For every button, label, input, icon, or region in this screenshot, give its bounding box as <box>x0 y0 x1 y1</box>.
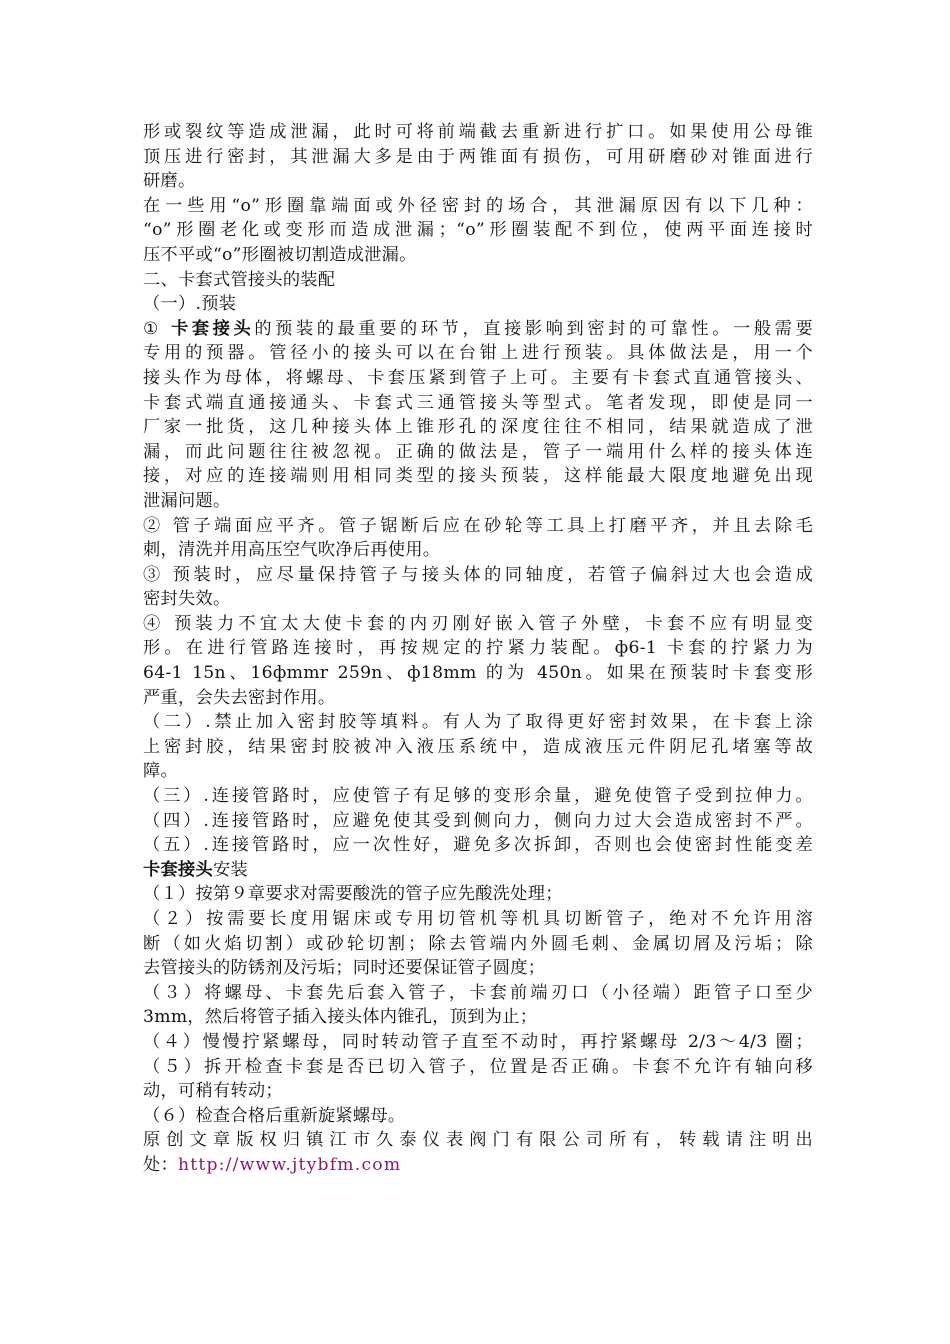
text-line <box>143 759 813 784</box>
line-text: （５）拆开检查卡套是否已切入管子，位置是否正确。卡套不允许有轴向移 <box>143 1056 813 1077</box>
text-line <box>143 809 813 834</box>
line-text: 原创文章版权归镇江市久泰仪表阀门有限公司所有，转载请注明出 <box>143 1130 813 1151</box>
text-line <box>143 686 813 711</box>
text-line <box>143 218 813 243</box>
text-line <box>143 1030 813 1055</box>
document-body <box>143 120 813 1178</box>
text-line <box>143 391 813 416</box>
line-text: 形。在进行管路连接时，再按规定的拧紧力装配。ф6-1 卡套的拧紧力为 <box>143 638 813 659</box>
line-text: （五）.连接管路时，应一次性好，避免多次拆卸，否则也会使密封性能变差 <box>143 835 813 856</box>
text-line <box>143 317 813 342</box>
text-line <box>143 440 813 465</box>
text-line <box>143 956 813 981</box>
line-text: （四）.连接管路时，应避免使其受到侧向力，侧向力过大会造成密封不严。 <box>143 810 813 831</box>
text-line <box>143 292 813 317</box>
line-text: 接，对应的连接端则用相同类型的接头预装，这样能最大限度地避免出现 <box>143 466 813 487</box>
text-line <box>143 169 813 194</box>
text-line <box>143 612 813 637</box>
line-text: 卡套式端直通接通头、卡套式三通管接头等型式。笔者发现，即使是同一 <box>143 392 813 413</box>
text-line <box>143 932 813 957</box>
line-text: 漏，而此问题往往被忽视。正确的做法是，管子一端用什么样的接头体连 <box>143 441 813 462</box>
text-line <box>143 907 813 932</box>
line-text: 顶压进行密封，其泄漏大多是由于两锥面有损伤，可用研磨砂对锥面进行 <box>143 146 813 167</box>
text-line <box>143 882 813 907</box>
line-text: 64-1 15n、16фmmr 259n、ф18mm 的为 450n。如果在预装时卡套变形 <box>143 663 813 684</box>
text-line <box>143 268 813 293</box>
line-text: 处： <box>143 1154 178 1175</box>
line-text: 压不平或“o”形圈被切割造成泄漏。 <box>143 244 417 265</box>
line-text: 厂家一批货，这几种接头体上锥形孔的深度往往不相同，结果就造成了泄 <box>143 417 813 438</box>
bold-keyword: 卡套接头 <box>143 859 213 880</box>
line-text: ③ 预装时，应尽量保持管子与接头体的同轴度，若管子偏斜过大也会造成 <box>143 564 813 585</box>
text-line <box>143 833 813 858</box>
text-line <box>143 514 813 539</box>
text-line <box>143 981 813 1006</box>
line-text: 安装 <box>212 859 248 880</box>
line-text: 严重，会失去密封作用。 <box>143 687 336 708</box>
bold-keyword: 卡套接头 <box>171 318 255 339</box>
source-link[interactable]: http://www.jtybfm.com <box>177 1154 402 1175</box>
line-text: （三）.连接管路时，应使管子有足够的变形余量，避免使管子受到拉伸力。 <box>143 786 813 807</box>
line-text: 断（如火焰切割）或砂轮切割；除去管端内外圆毛刺、金属切屑及污垢；除 <box>143 933 813 954</box>
line-text: 接头作为母体，将螺母、卡套压紧到管子上可。主要有卡套式直通管接头、 <box>143 367 813 388</box>
line-text: （６）检查合格后重新旋紧螺母。 <box>143 1105 406 1126</box>
line-text: 专用的预器。管径小的接头可以在台钳上进行预装。具体做法是，用一个 <box>143 343 813 364</box>
text-line <box>143 120 813 145</box>
text-line <box>143 1104 813 1129</box>
text-line <box>143 710 813 735</box>
text-line <box>143 636 813 661</box>
text-line <box>143 661 813 686</box>
text-line <box>143 464 813 489</box>
text-line <box>143 587 813 612</box>
text-line <box>143 1153 813 1178</box>
line-text: 在一些用“o”形圈靠端面或外径密封的场合，其泄漏原因有以下几种： <box>143 195 813 216</box>
text-line <box>143 1055 813 1080</box>
text-line <box>143 415 813 440</box>
text-line <box>143 784 813 809</box>
text-line <box>143 145 813 170</box>
text-line <box>143 858 813 883</box>
text-line <box>143 1128 813 1153</box>
line-text: 去管接头的防锈剂及污垢；同时还要保证管子圆度； <box>143 958 546 979</box>
text-line <box>143 194 813 219</box>
line-text: 3mm，然后将管子插入接头体内锥孔，顶到为止； <box>143 1007 538 1028</box>
line-text: “o”形圈老化或变形而造成泄漏；“o”形圈装配不到位，使两平面连接时 <box>143 220 813 241</box>
text-line <box>143 1079 813 1104</box>
line-text: 密封失效。 <box>143 589 231 610</box>
text-line <box>143 341 813 366</box>
line-text: 上密封胶，结果密封胶被冲入液压系统中，造成液压元件阴尼孔堵塞等故 <box>143 736 813 757</box>
text-line <box>143 489 813 514</box>
line-text: （１）按第９章要求对需要酸洗的管子应先酸洗处理； <box>143 884 563 905</box>
line-text: （２）按需要长度用锯床或专用切管机等机具切断管子，绝对不允许用溶 <box>143 909 813 929</box>
text-line <box>143 735 813 760</box>
line-text: （一）.预装 <box>143 294 237 315</box>
line-text: 障。 <box>143 761 178 782</box>
line-text: （３）将螺母、卡套先后套入管子，卡套前端刃口（小径端）距管子口至少 <box>143 982 813 1003</box>
list-marker: ① <box>143 318 172 339</box>
line-text: ② 管子端面应平齐。管子锯断后应在砂轮等工具上打磨平齐，并且去除毛 <box>143 515 813 536</box>
text-line <box>143 366 813 391</box>
line-text: （二）.禁止加入密封胶等填料。有人为了取得更好密封效果，在卡套上涂 <box>143 712 813 733</box>
line-text: ④ 预装力不宜太大使卡套的内刃刚好嵌入管子外壁，卡套不应有明显变 <box>143 613 813 634</box>
line-text: 刺，清洗并用高压空气吹净后再使用。 <box>143 540 441 561</box>
text-line <box>143 538 813 563</box>
text-line <box>143 243 813 268</box>
line-text: （４）慢慢拧紧螺母，同时转动管子直至不动时，再拧紧螺母 2/3～4/3 圈； <box>143 1031 813 1052</box>
line-text: 二、卡套式管接头的装配 <box>143 269 336 290</box>
line-text: 研磨。 <box>143 171 196 192</box>
line-text: 泄漏问题。 <box>143 490 231 511</box>
text-line <box>143 1005 813 1030</box>
line-text: 形或裂纹等造成泄漏，此时可将前端截去重新进行扩口。如果使用公母锥 <box>143 122 813 142</box>
line-text: 的预装的最重要的环节，直接影响到密封的可靠性。一般需要 <box>254 318 813 339</box>
text-line <box>143 563 813 588</box>
line-text: 动，可稍有转动； <box>143 1081 283 1102</box>
